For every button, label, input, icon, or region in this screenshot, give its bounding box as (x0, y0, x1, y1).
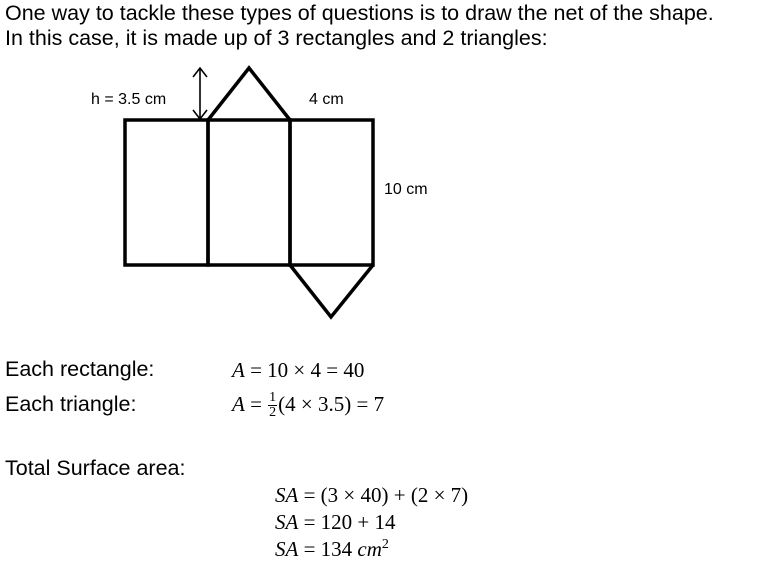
triangle-area-rhs: (4 × 3.5) = 7 (278, 392, 385, 416)
total-surface-area-label: Total Surface area: (5, 456, 186, 480)
rectangle-area-symbol: A (232, 358, 245, 382)
unit-cm: cm (357, 537, 382, 561)
net-triangle-top (208, 68, 290, 120)
intro-line-1: One way to tackle these types of questions is to draw the net of the shape. (5, 1, 714, 25)
fraction-numerator: 1 (269, 389, 277, 405)
sa-symbol-2: SA (275, 510, 299, 534)
total-sa-line-1-rhs: = (3 × 40) + (2 × 7) (298, 483, 469, 507)
triangle-area-equation (232, 391, 384, 421)
triangle-area-label: Each triangle: (5, 392, 137, 416)
triangle-area-equals: = (244, 392, 268, 416)
total-sa-line-3 (275, 536, 389, 562)
net-triangle-bottom (290, 265, 373, 317)
net-rectangle-right (290, 120, 373, 265)
sa-symbol-1: SA (275, 483, 299, 507)
width-label: 4 cm (309, 91, 344, 108)
rectangle-area-rhs: = 10 × 4 = 40 (244, 358, 365, 382)
rectangle-area-label: Each rectangle: (5, 357, 155, 381)
length-label: 10 cm (384, 181, 428, 198)
total-sa-line-3-rhs: = 134 (298, 537, 358, 561)
net-rectangle-middle (208, 120, 290, 265)
unit-exponent: 2 (381, 537, 389, 552)
intro-line-2: In this case, it is made up of 3 rectangles and 2 triangles: (5, 26, 548, 50)
rectangle-area-equation (232, 357, 364, 383)
height-arrow (193, 68, 207, 119)
sa-symbol-3: SA (275, 537, 299, 561)
height-label: h = 3.5 cm (91, 91, 167, 108)
total-sa-line-1 (275, 482, 468, 508)
triangle-area-symbol: A (232, 392, 245, 416)
one-half-fraction (268, 391, 277, 420)
fraction-denominator: 2 (269, 404, 277, 420)
total-sa-line-2-rhs: = 120 + 14 (298, 510, 396, 534)
total-sa-line-2 (275, 509, 396, 535)
net-rectangle-left (125, 120, 208, 265)
